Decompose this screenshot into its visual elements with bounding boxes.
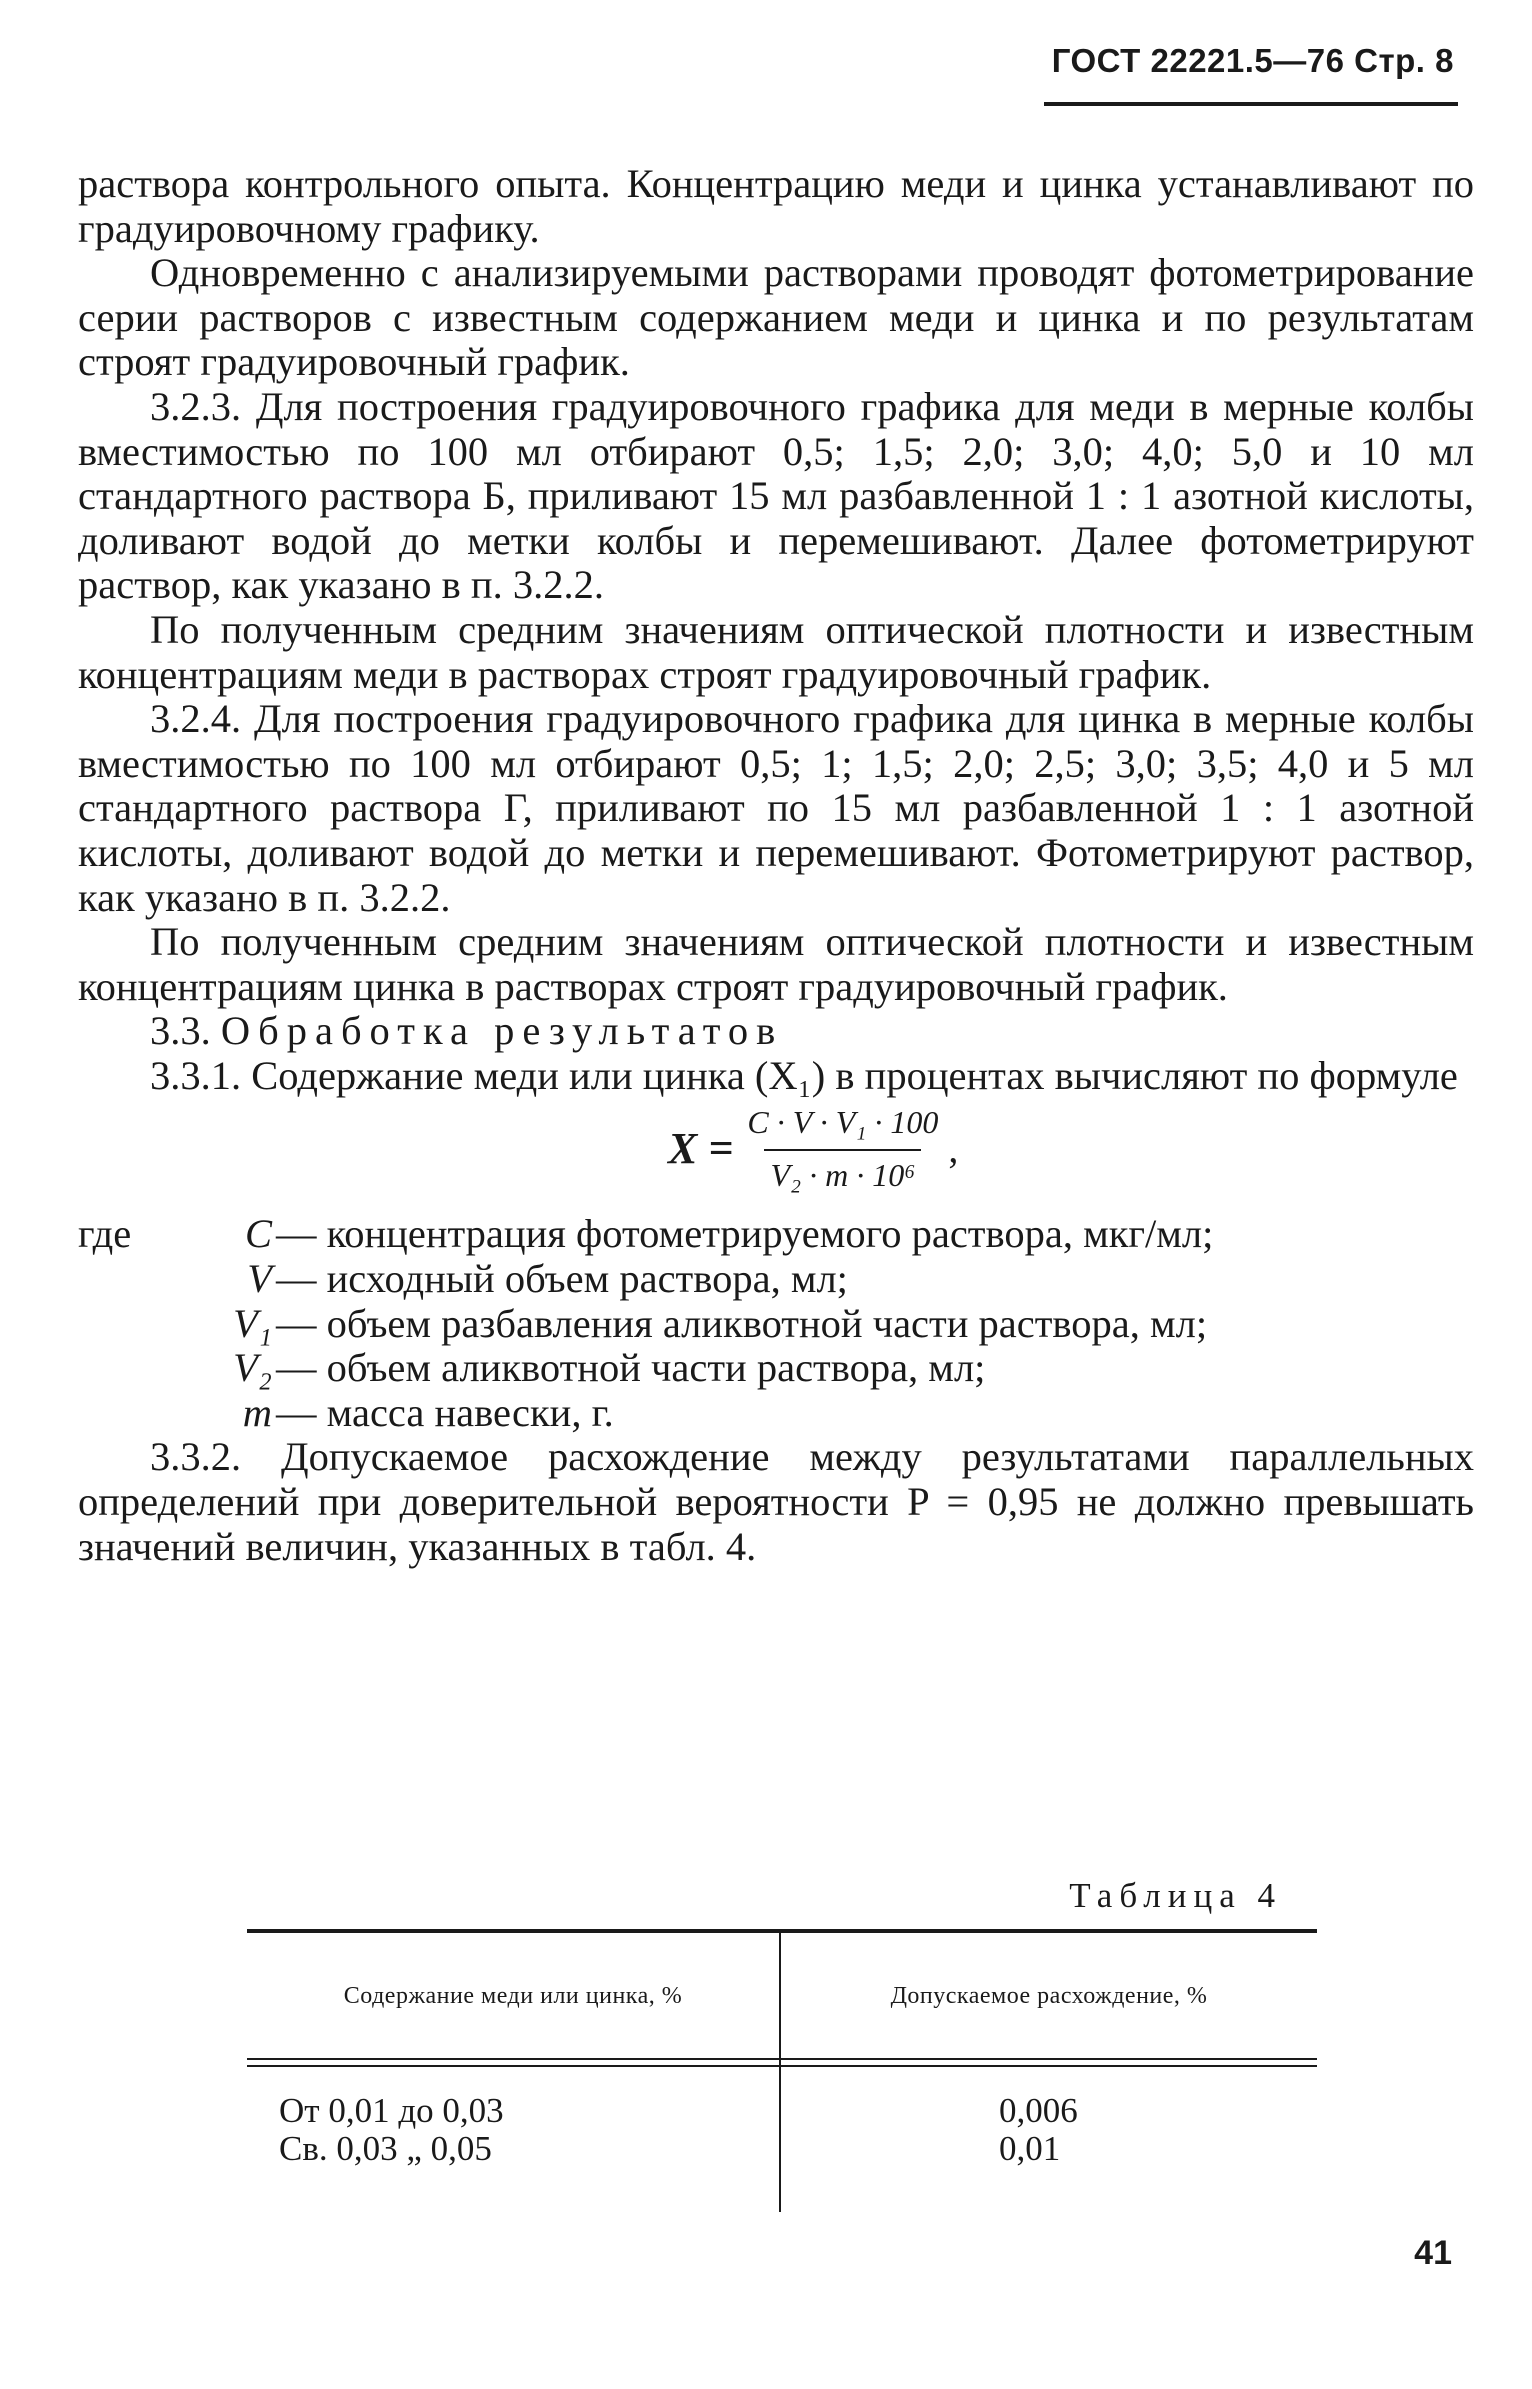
section-heading-3-3 (78, 1009, 1474, 1054)
table-header-rule-1 (247, 2058, 1317, 2060)
section-number: 3.3. (150, 1008, 211, 1054)
table-cell-range: От 0,01 до 0,03 (279, 2091, 504, 2130)
formula-numerator: C · V · V₁ · 100 (747, 1104, 939, 1141)
table-column-divider (779, 1933, 781, 2212)
where-definition: — объем разбавления аликвотной части раствора, мл; (276, 1300, 1208, 1346)
running-header: ГОСТ 22221.5—76 Стр. 8 (1051, 42, 1454, 79)
where-symbol: C (244, 1211, 272, 1257)
where-item (78, 1346, 1474, 1391)
where-list (78, 1212, 1474, 1435)
paragraph-3-2-3: 3.2.3. Для построения градуировочного графика для меди в мерные колбы вместимостью по 100 мл отбирают 0,5; 1,5; 2,0; 3,0; 4,0; 5,0 и 10 мл стандартного раствора Б, приливают 15 мл разбавленной 1 : 1 азотной кислоты, доливают водой до метки колбы и перемешивают. Далее фотометрируют раствор, как указано в п. 3.2.2. (78, 383, 1474, 608)
where-item (78, 1391, 1474, 1436)
section-title: Обработка результатов (220, 1008, 784, 1054)
table-column-tolerance (999, 2092, 1078, 2168)
where-symbol: m (242, 1389, 272, 1435)
where-definition: — масса навески, г. (276, 1389, 614, 1435)
formula-denominator: V₂ · m · 10⁶ (764, 1149, 921, 1198)
where-label: где (78, 1211, 132, 1257)
paragraph-3-2-4: 3.2.4. Для построения градуировочного графика для цинка в мерные колбы вместимостью по 100 мл отбирают 0,5; 1; 1,5; 2,0; 2,5; 3,0; 3,5; 4,0 и 5 мл стандартного раствора Г, приливают по 15 мл разбавленной 1 : 1 азотной кислоты, доливают водой до метки и перемешивают. Фотометрируют раствор, как указано в п. 3.2.2. (78, 696, 1474, 920)
formula (668, 1100, 958, 1197)
formula-comma: , (948, 1125, 959, 1171)
paragraph-continuation: раствора контрольного опыта. Концентрацию меди и цинка устанавливают по градуировочному графику. (78, 161, 1474, 251)
table-caption: Таблица 4 (1069, 1876, 1282, 1915)
where-symbol: V₂ (233, 1345, 272, 1391)
formula-block (78, 1100, 1474, 1212)
table-column-content (279, 2092, 504, 2168)
paragraph-zinc-graph: По полученным средним значениям оптической плотности и известным концентрациям цинка в растворах строят градуировочный график. (78, 919, 1474, 1009)
table-cell-value: 0,006 (999, 2091, 1078, 2130)
paragraph-copper-graph: По полученным средним значениям оптической плотности и известным концентрациям меди в растворах строят градуировочный график. (78, 606, 1474, 697)
where-symbol: V (247, 1256, 272, 1302)
where-definition: — исходный объем раствора, мл; (276, 1256, 848, 1302)
paragraph-3-3-2: 3.3.2. Допускаемое расхождение между результатами параллельных определений при доверительной вероятности P = 0,95 не должно превышать значений величин, указанных в табл. 4. (78, 1434, 1474, 1569)
where-item (78, 1212, 1474, 1257)
where-item (78, 1302, 1474, 1347)
where-spacer (78, 1346, 180, 1391)
where-definition: — концентрация фотометрируемого раствора, мкг/мл; (276, 1211, 1214, 1257)
where-symbol: V₁ (233, 1300, 272, 1346)
formula-lhs: X = (668, 1123, 734, 1173)
paragraph-photometry: Одновременно с анализируемыми растворами проводят фотометрирование серии растворов с известным содержанием меди и цинка и по результатам строят градуировочный график. (78, 250, 1474, 385)
tolerance-table (247, 1929, 1317, 2212)
where-spacer (78, 1302, 180, 1347)
where-spacer (78, 1391, 180, 1436)
formula-fraction (741, 1100, 944, 1197)
body-text (78, 162, 1474, 1569)
table-cell-value: 0,01 (999, 2129, 1061, 2168)
where-item (78, 1257, 1474, 1302)
where-spacer (78, 1257, 180, 1302)
paragraph-3-3-1: 3.3.1. Содержание меди или цинка (X₁) в процентах вычисляют по формуле (150, 1052, 1458, 1098)
table-header-content: Содержание меди или цинка, % (343, 1983, 683, 2009)
page-number: 41 (1414, 2234, 1452, 2272)
table-top-rule (247, 1929, 1317, 1933)
table-header-rule-2 (247, 2065, 1317, 2067)
table-header-tolerance: Допускаемое расхождение, % (890, 1983, 1208, 2009)
where-definition: — объем аликвотной части раствора, мл; (276, 1345, 986, 1391)
table-cell-range: Св. 0,03 „ 0,05 (279, 2129, 492, 2168)
header-rule (1044, 102, 1458, 106)
